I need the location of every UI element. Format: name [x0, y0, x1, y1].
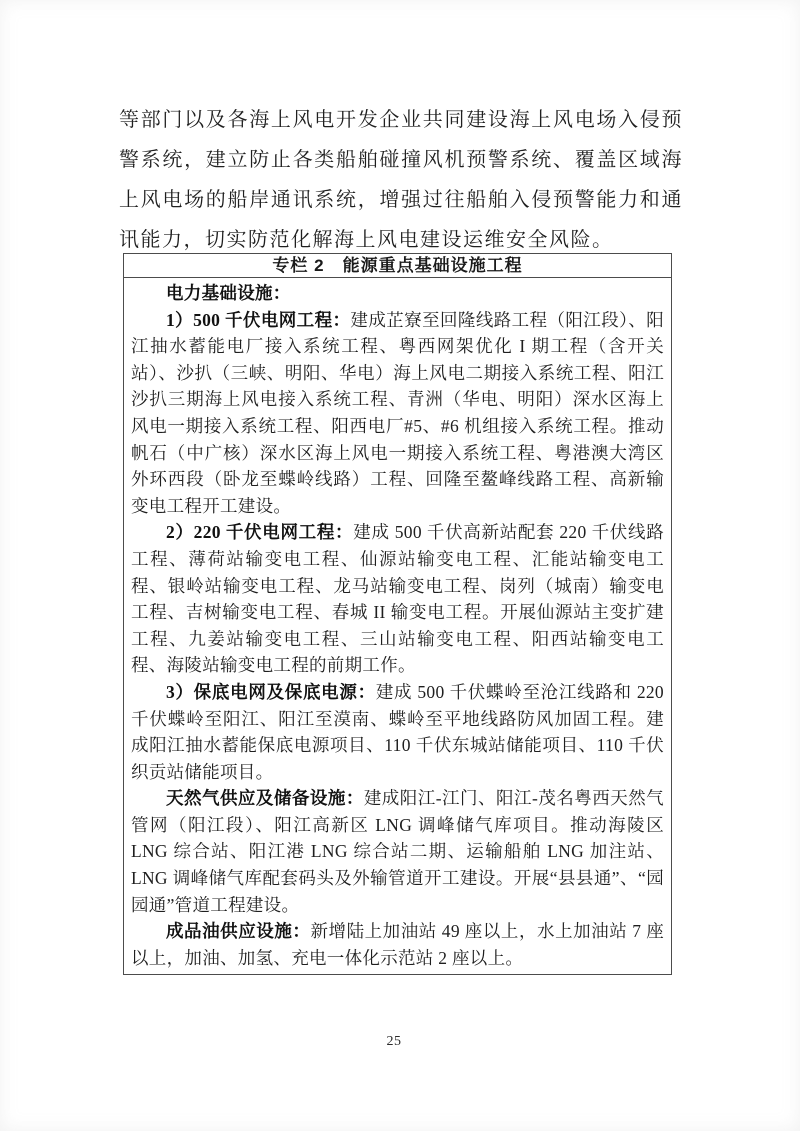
- section-lead: 天然气供应及储备设施：: [166, 788, 364, 809]
- box-paragraph-natural-gas: [131, 785, 664, 918]
- section-lead: 成品油供应设施：: [166, 921, 311, 942]
- box-paragraph-500kv-grid: [131, 307, 664, 520]
- section-body: 建成 500 千伏高新站配套 220 千伏线路工程、薄荷站输变电工程、仙源站输变电工程、汇能站输变电工程、银岭站输变电工程、龙马站输变电工程、岗列（城南）输变电工程、吉树输变电工程、春城 II 输变电工程。开展仙源站主变扩建工程、九姜站输变电工程、三山站输变电工程、阳西站输变电工程、海陵站输变电工程的前期工作。: [131, 522, 664, 676]
- section-lead: 2）220 千伏电网工程：: [166, 522, 354, 543]
- section-lead: 3）保底电网及保底电源：: [166, 681, 376, 702]
- box-paragraph-220kv-grid: [131, 519, 664, 679]
- box-paragraph-power-infrastructure: [131, 280, 664, 307]
- feature-box-energy-infrastructure: [123, 253, 672, 975]
- section-lead: 1）500 千伏电网工程：: [166, 309, 351, 330]
- feature-box-title: 专栏 2 能源重点基础设施工程: [124, 254, 671, 278]
- section-body: 建成芷寮至回隆线路工程（阳江段）、阳江抽水蓄能电厂接入系统工程、粤西网架优化 I 期工程（含开关站）、沙扒（三峡、明阳、华电）海上风电二期接入系统工程、阳江沙扒三期海上风电接入系统工程、青洲（华电、明阳）深水区海上风电一期接入系统工程、阳西电厂#5、#6 机组接入系统工程。推动帆石（中广核）深水区海上风电一期接入系统工程、粤港澳大湾区外环西段（卧龙至蝶岭线路）工程、回隆至鳌峰线路工程、高新输变电工程开工建设。: [131, 309, 664, 516]
- section-body: 建成阳江-江门、阳江-茂名粤西天然气管网（阳江段）、阳江高新区 LNG 调峰储气库项目。推动海陵区 LNG 综合站、阳江港 LNG 综合站二期、运输船舶 LNG 加注站、LNG 调峰储气库配套码头及外输管道开工建设。开展“县县通”、“园园通”管道工程建设。: [131, 788, 664, 915]
- feature-box-content: [124, 278, 671, 974]
- section-body: 新增陆上加油站 49 座以上，水上加油站 7 座以上，加油、加氢、充电一体化示范站 2 座以上。: [131, 921, 665, 968]
- section-lead: 电力基础设施：: [166, 283, 291, 303]
- body-paragraph: 等部门以及各海上风电开发企业共同建设海上风电场入侵预警系统，建立防止各类船舶碰撞风机预警系统、覆盖区域海上风电场的船岸通讯系统，增强过往船舶入侵预警能力和通讯能力，切实防范化解海上风电建设运维安全风险。: [119, 109, 683, 251]
- section-body: 建成 500 千伏蝶岭至沧江线路和 220 千伏蝶岭至阳江、阳江至漠南、蝶岭至平地线路防风加固工程。建成阳江抽水蓄能保底电源项目、110 千伏东城站储能项目、110 千伏织贡站储能项目。: [131, 681, 664, 782]
- box-paragraph-refined-oil: [131, 918, 664, 971]
- box-paragraph-backup-grid: [131, 679, 664, 785]
- page-number: 25: [386, 1034, 402, 1049]
